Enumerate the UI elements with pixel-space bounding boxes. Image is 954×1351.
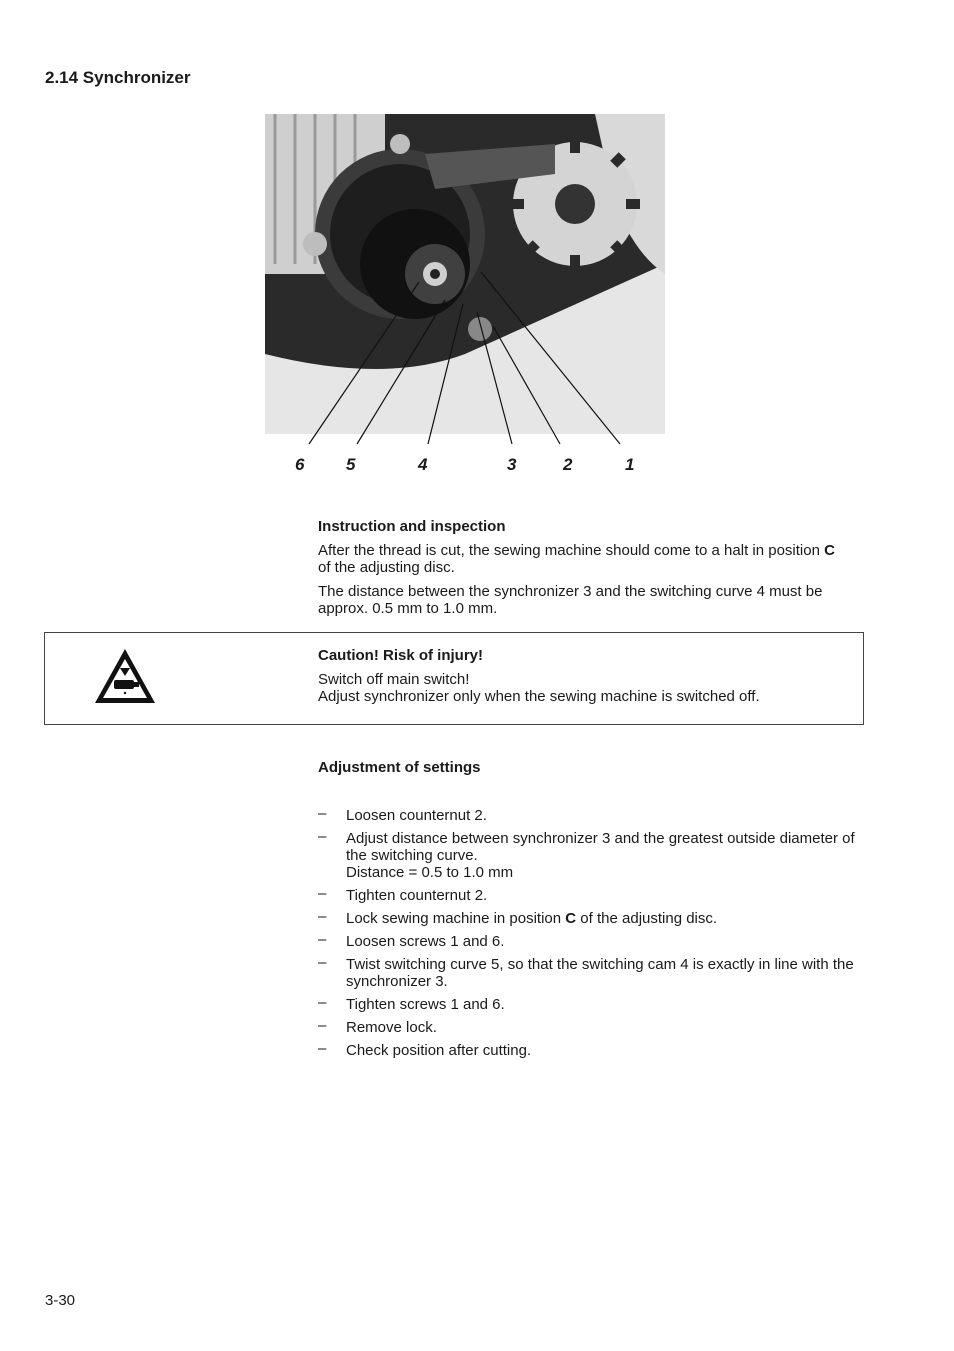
inspection-title: Instruction and inspection <box>318 518 506 535</box>
caution-line-1: Switch off main switch! <box>318 671 470 688</box>
hand-injury-warning-icon <box>92 646 158 706</box>
callout-label-6: 6 <box>295 455 305 474</box>
caution-text <box>318 647 848 705</box>
adjustment-title: Adjustment of settings <box>318 759 481 776</box>
list-item: – Adjust distance between synchronizer 3 and the greatest outside diameter of the switching curve. Distance = 0.5 to 1.0 mm <box>318 828 855 881</box>
list-item: – Loosen counternut 2. <box>318 805 487 824</box>
callout-line-3 <box>477 312 512 444</box>
list-item: – Tighten screws 1 and 6. <box>318 994 505 1013</box>
adjustment-heading <box>318 759 848 776</box>
inspection-paragraph-2: The distance between the synchronizer 3 and the switching curve 4 must be approx. 0.5 mm to 1.0 mm. <box>318 583 823 617</box>
list-item: – Twist switching curve 5, so that the switching cam 4 is exactly in line with the synchronizer 3. <box>318 954 854 990</box>
callout-lines <box>265 114 665 484</box>
callout-label-3: 3 <box>507 455 517 474</box>
callout-line-6 <box>309 282 419 444</box>
callout-line-1 <box>481 272 620 444</box>
callout-label-2: 2 <box>563 455 573 474</box>
callout-label-4: 4 <box>418 455 428 474</box>
adjustment-steps <box>318 807 858 1065</box>
page-number: 3-30 <box>45 1292 76 1309</box>
inspection-paragraph-1: After the thread is cut, the sewing machine should come to a halt in position C of the adjusting disc. <box>318 542 835 576</box>
callout-line-5 <box>357 300 445 444</box>
section-heading: 2.14 Synchronizer <box>45 68 191 87</box>
list-item: – Check position after cutting. <box>318 1040 532 1059</box>
caution-title: Caution! Risk of injury! <box>318 647 483 664</box>
callout-line-2 <box>493 326 560 444</box>
callout-label-1: 1 <box>625 455 635 474</box>
callout-label-5: 5 <box>346 455 356 474</box>
inspection-section <box>318 518 848 617</box>
list-item: – Remove lock. <box>318 1017 437 1036</box>
list-item: – Loosen screws 1 and 6. <box>318 931 505 950</box>
caution-line-2: Adjust synchronizer only when the sewing machine is switched off. <box>318 688 760 705</box>
list-item: – Tighten counternut 2. <box>318 885 488 904</box>
list-item: – Lock sewing machine in position C of the adjusting disc. <box>318 908 718 927</box>
callout-line-4 <box>428 304 463 444</box>
